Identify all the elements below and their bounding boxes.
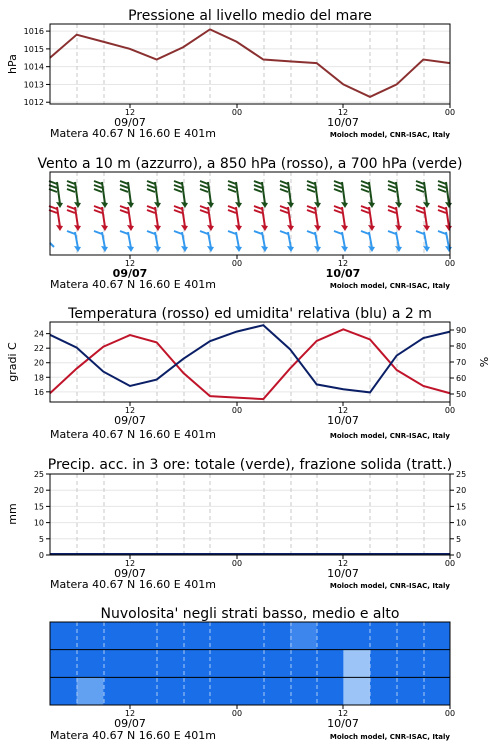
wind-barb-700-hPa: [361, 181, 375, 208]
barb-arrowhead: [287, 225, 294, 231]
wind-barb-850-hPa: [228, 206, 242, 231]
barb-feather: [438, 185, 446, 188]
barb-feather: [361, 181, 369, 184]
barb-feather: [174, 181, 182, 184]
model-label: Moloch model, CNR-ISAC, Italy: [329, 432, 450, 440]
barb-feather: [200, 206, 208, 209]
pressure-panel: [6, 8, 455, 140]
barb-feather: [416, 189, 424, 192]
wind-barb-10-m: [280, 231, 294, 252]
barb-feather: [307, 181, 315, 184]
model-label: Moloch model, CNR-ISAC, Italy: [329, 282, 450, 290]
wind-barb-850-hPa: [388, 206, 402, 231]
wind-barb-10-m: [174, 231, 188, 252]
x-tick-label: 00: [444, 108, 456, 117]
cloud-cell-basso: [77, 677, 104, 705]
barb-feather: [307, 210, 315, 213]
x-tick-label: 00: [444, 559, 456, 568]
y-tick-label: 1014: [23, 62, 44, 72]
barb-feather: [361, 210, 369, 213]
y-tick-label: 22: [33, 344, 44, 354]
x-date-label: 10/07: [327, 414, 359, 427]
barb-feather: [174, 189, 182, 192]
precip-grid: [50, 474, 450, 555]
barb-arrowhead: [154, 246, 161, 252]
wind-barb-850-hPa: [416, 206, 430, 231]
barb-feather: [94, 181, 102, 184]
wind-barb-700-hPa: [147, 181, 161, 208]
wind-barb-700-hPa: [254, 181, 268, 208]
wind-barb-850-hPa: [254, 206, 268, 231]
barb-arrowhead: [127, 246, 134, 252]
barb-feather: [174, 206, 182, 209]
y-tick-label: 24: [33, 329, 44, 339]
barb-feather: [120, 206, 128, 209]
wind-barb-850-hPa: [334, 206, 348, 231]
humidity-y-ticks: [450, 326, 466, 399]
y-tick-label: 18: [33, 373, 44, 383]
precip-title: Precip. acc. in 3 ore: totale (verde), frazione solida (tratt.): [47, 457, 453, 473]
wind-barb-700-hPa: [120, 181, 134, 208]
barb-feather: [361, 231, 369, 234]
barb-feather: [147, 185, 155, 188]
wind-footer: [50, 278, 450, 291]
barb-shaft: [128, 232, 131, 248]
barb-arrowhead: [341, 246, 348, 252]
humidity-ylabel: %: [478, 356, 491, 368]
wind-barb-10-m: [94, 231, 108, 252]
x-tick-label: 00: [231, 709, 243, 718]
barb-shaft: [342, 207, 345, 227]
y-tick-label: 1012: [23, 98, 44, 108]
pressure-title: Pressione al livello medio del mare: [128, 8, 372, 24]
barb-arrowhead: [154, 225, 161, 231]
precip-plot-frame: [50, 474, 450, 555]
barb-arrowhead: [56, 225, 63, 231]
x-date-label: 10/07: [325, 267, 361, 280]
y-tick-label: 1015: [23, 44, 44, 54]
wind-barb-10-m: [228, 231, 242, 252]
wind-barb-10m: [50, 243, 54, 247]
wind-barb-10-m: [307, 231, 321, 252]
pressure-series: [50, 29, 450, 97]
barb-feather: [200, 181, 208, 184]
barb-feather: [67, 206, 75, 209]
barb-feather: [334, 206, 342, 209]
barb-arrowhead: [445, 225, 452, 231]
barb-feather: [147, 210, 155, 213]
x-date-label: 09/07: [112, 267, 148, 280]
barb-shaft: [236, 207, 239, 227]
cloud-background: [50, 622, 450, 705]
location-label: Matera 40.67 N 16.60 E 401m: [50, 578, 216, 591]
barb-shaft: [236, 232, 239, 248]
barb-arrowhead: [261, 225, 268, 231]
x-date-label: 10/07: [327, 116, 359, 129]
barb-feather: [67, 231, 75, 234]
cloud-panel: [50, 606, 455, 742]
precip-y-ticks-right: [450, 470, 466, 560]
barb-arrowhead: [207, 246, 214, 252]
barb-feather: [254, 210, 262, 213]
barb-shaft: [128, 207, 131, 227]
wind-barb-700-hPa: [94, 181, 108, 208]
x-tick-label: 00: [231, 108, 243, 117]
barb-feather: [200, 231, 208, 234]
wind-barb-850-hPa: [200, 206, 214, 231]
x-tick-label: 12: [124, 259, 136, 268]
barb-feather: [147, 231, 155, 234]
barb-arrowhead: [287, 246, 294, 252]
barb-feather: [147, 189, 155, 192]
wind-barb-10-m: [254, 231, 268, 252]
y-tick-label: 20: [33, 486, 44, 496]
cloud-cell-basso: [343, 677, 370, 705]
wind-barb-10-m: [416, 231, 430, 252]
y-tick-label-right: 25: [456, 470, 467, 479]
barb-arrowhead: [368, 246, 375, 252]
barb-shaft: [57, 207, 60, 227]
barb-feather: [200, 210, 208, 213]
barb-feather: [120, 231, 128, 234]
x-tick-label: 12: [337, 108, 349, 117]
wind-barb-10-m: [120, 231, 134, 252]
y-tick-label: 0: [38, 551, 44, 560]
temperature-y-ticks: [34, 330, 50, 397]
y-tick-label-right: 50: [456, 390, 467, 399]
wind-barb-850-hPa: [174, 206, 188, 231]
barb-feather: [254, 206, 262, 209]
y-tick-label: 1013: [23, 80, 44, 90]
pressure-ylabel: hPa: [6, 54, 19, 74]
x-tick-label: 12: [124, 406, 136, 415]
barb-feather: [334, 189, 342, 192]
barb-feather: [67, 185, 75, 188]
barb-arrowhead: [101, 246, 108, 252]
barb-feather: [438, 231, 446, 234]
barb-feather: [254, 189, 262, 192]
barb-shaft: [57, 182, 60, 204]
barb-feather: [94, 206, 102, 209]
barb-feather: [67, 210, 75, 213]
wind-barb-10-m: [67, 231, 81, 252]
barb-feather: [334, 181, 342, 184]
x-tick-label: 12: [337, 559, 349, 568]
barb-feather: [388, 206, 396, 209]
cloud-title: Nuvolosita' negli strati basso, medio e alto: [100, 606, 400, 622]
wind-barb-850-hPa: [280, 206, 294, 231]
cloud-footer: [50, 729, 450, 742]
barb-arrowhead: [314, 246, 321, 252]
wind-barb-10-m: [388, 231, 402, 252]
temperature-panel: [6, 306, 491, 441]
barb-feather: [438, 189, 446, 192]
wind-barb-850-hPa: [307, 206, 321, 231]
barb-arrowhead: [74, 246, 81, 252]
pressure-plot-frame: [50, 24, 450, 104]
model-label: Moloch model, CNR-ISAC, Italy: [329, 733, 450, 741]
y-tick-label-right: 15: [456, 502, 467, 512]
cloud-cell-medio: [343, 650, 370, 678]
barb-feather: [416, 210, 424, 213]
wind-barb-700-hPa: [200, 181, 214, 208]
wind-barb-700-hPa: [416, 181, 430, 208]
barb-shaft: [446, 232, 449, 248]
barb-feather: [228, 181, 236, 184]
x-tick-label: 12: [337, 259, 349, 268]
barb-feather: [388, 210, 396, 213]
x-tick-label: 12: [337, 406, 349, 415]
barb-arrowhead: [74, 225, 81, 231]
barb-feather: [416, 185, 424, 188]
x-date-label: 09/07: [114, 116, 146, 129]
temperature-footer: [50, 428, 450, 441]
barb-feather: [416, 231, 424, 234]
barb-feather: [120, 181, 128, 184]
y-tick-label: 16: [33, 387, 44, 397]
barb-feather: [361, 206, 369, 209]
barb-feather: [120, 185, 128, 188]
barb-feather: [388, 181, 396, 184]
temperature-humidity-series: [50, 325, 450, 399]
barb-feather: [416, 206, 424, 209]
x-date-label: 10/07: [327, 717, 359, 730]
wind-barb-700-hPa: [67, 181, 81, 208]
wind-barb-700-hPa: [174, 181, 188, 208]
x-tick-label: 12: [337, 709, 349, 718]
barb-arrowhead: [341, 225, 348, 231]
barb-feather: [147, 181, 155, 184]
pressure-line: [50, 29, 450, 97]
x-date-label: 09/07: [114, 567, 146, 580]
barb-feather: [254, 181, 262, 184]
x-date-label: 10/07: [327, 567, 359, 580]
y-tick-label-right: 5: [456, 534, 462, 544]
barb-feather: [94, 185, 102, 188]
model-label: Moloch model, CNR-ISAC, Italy: [329, 582, 450, 590]
cloud-x-axis: [114, 705, 455, 730]
barb-feather: [94, 189, 102, 192]
barb-feather: [200, 185, 208, 188]
location-label: Matera 40.67 N 16.60 E 401m: [50, 278, 216, 291]
barb-feather: [254, 231, 262, 234]
cloud-cells: [50, 622, 450, 705]
x-date-label: 09/07: [114, 717, 146, 730]
barb-feather: [416, 181, 424, 184]
wind-barb-10-m: [200, 231, 214, 252]
barb-feather: [280, 231, 288, 234]
barb-feather: [120, 210, 128, 213]
x-date-label: 09/07: [114, 414, 146, 427]
barb-arrowhead: [395, 225, 402, 231]
barb-feather: [67, 181, 75, 184]
barb-feather: [334, 210, 342, 213]
x-tick-label: 00: [444, 406, 456, 415]
location-label: Matera 40.67 N 16.60 E 401m: [50, 729, 216, 742]
barb-arrowhead: [235, 225, 242, 231]
barb-arrowhead: [314, 225, 321, 231]
barb-feather: [280, 206, 288, 209]
wind-barb-850-hPa: [67, 206, 81, 231]
barb-arrowhead: [395, 246, 402, 252]
barb-feather: [438, 206, 446, 209]
y-tick-label-right: 90: [456, 326, 467, 335]
barb-feather: [94, 231, 102, 234]
precip-y-ticks: [34, 470, 50, 560]
wind-plot-frame: [50, 172, 450, 255]
humidity-line: [50, 325, 450, 392]
wind-barb-850-hPa: [147, 206, 161, 231]
barb-feather: [174, 231, 182, 234]
x-tick-label: 12: [124, 709, 136, 718]
y-tick-label: 5: [38, 534, 44, 544]
cloud-cell-alto: [290, 622, 317, 650]
wind-title: Vento a 10 m (azzurro), a 850 hPa (rosso), a 700 hPa (verde): [37, 156, 463, 172]
barb-feather: [147, 206, 155, 209]
barb-feather: [334, 231, 342, 234]
pressure-grid: [50, 24, 450, 104]
pressure-x-axis: [114, 104, 455, 129]
y-tick-label-right: 70: [456, 358, 467, 367]
y-tick-label-right: 20: [456, 486, 467, 496]
wind-barb-850-hPa: [361, 206, 375, 231]
barb-feather: [307, 206, 315, 209]
barb-feather: [280, 210, 288, 213]
wind-panel: [37, 156, 462, 291]
wind-barb-10-m: [361, 231, 375, 252]
barb-shaft: [288, 232, 291, 248]
barb-arrowhead: [261, 246, 268, 252]
barb-feather: [228, 206, 236, 209]
model-label: Moloch model, CNR-ISAC, Italy: [329, 131, 450, 139]
x-tick-label: 00: [444, 259, 456, 268]
y-tick-label: 10: [33, 518, 44, 528]
wind-barb-10-m: [147, 231, 161, 252]
pressure-y-ticks: [24, 27, 50, 107]
x-tick-label: 00: [231, 559, 243, 568]
barb-shaft: [128, 182, 131, 204]
barb-feather: [228, 210, 236, 213]
barb-feather: [174, 210, 182, 213]
y-tick-label-right: 10: [456, 518, 467, 528]
wind-barb-700-hPa: [307, 181, 321, 208]
barb-feather: [438, 181, 446, 184]
barb-arrowhead: [445, 246, 452, 252]
wind-barb-700-hPa: [280, 181, 294, 208]
barb-arrowhead: [207, 225, 214, 231]
precip-ylabel: mm: [6, 503, 19, 525]
y-tick-label-right: 60: [456, 374, 467, 383]
barb-feather: [388, 231, 396, 234]
barb-arrowhead: [181, 246, 188, 252]
location-label: Matera 40.67 N 16.60 E 401m: [50, 127, 216, 140]
barb-feather: [334, 185, 342, 188]
barb-feather: [228, 231, 236, 234]
y-tick-label-right: 0: [456, 551, 462, 560]
wind-barb-10-m: [334, 231, 348, 252]
barb-shaft: [236, 182, 239, 204]
barb-arrowhead: [127, 225, 134, 231]
barb-feather: [280, 189, 288, 192]
x-tick-label: 00: [231, 259, 243, 268]
y-tick-label: 25: [33, 470, 44, 479]
precip-panel: [6, 457, 466, 591]
barb-feather: [120, 189, 128, 192]
wind-barb-700-hPa: [228, 181, 242, 208]
wind-barb-850-hPa: [49, 206, 63, 231]
barb-arrowhead: [181, 225, 188, 231]
barb-feather: [361, 189, 369, 192]
x-tick-label: 12: [124, 559, 136, 568]
location-label: Matera 40.67 N 16.60 E 401m: [50, 428, 216, 441]
wind-x-axis: [113, 255, 455, 280]
barb-feather: [228, 189, 236, 192]
barb-feather: [67, 189, 75, 192]
barb-feather: [280, 185, 288, 188]
barb-arrowhead: [368, 225, 375, 231]
barb-feather: [174, 185, 182, 188]
temperature-ylabel: gradi C: [6, 342, 19, 382]
barb-arrowhead: [235, 246, 242, 252]
wind-barb-700-hPa: [388, 181, 402, 208]
barb-feather: [280, 181, 288, 184]
x-tick-label: 00: [231, 406, 243, 415]
barb-feather: [94, 210, 102, 213]
wind-barb-850-hPa: [94, 206, 108, 231]
barb-feather: [307, 189, 315, 192]
y-tick-label-right: 80: [456, 342, 467, 351]
wind-barb-700-hPa: [334, 181, 348, 208]
barb-shaft: [446, 182, 449, 204]
barb-arrowhead: [101, 225, 108, 231]
temperature-x-axis: [114, 402, 455, 427]
barb-shaft: [446, 207, 449, 227]
barb-feather: [307, 185, 315, 188]
barb-feather: [228, 185, 236, 188]
y-tick-label: 20: [33, 358, 44, 368]
y-tick-label: 15: [33, 502, 44, 512]
barb-feather: [438, 210, 446, 213]
precip-x-axis: [114, 555, 455, 580]
barb-shaft: [342, 232, 345, 248]
barb-shaft: [342, 182, 345, 204]
barb-feather: [388, 189, 396, 192]
barb-feather: [200, 189, 208, 192]
precip-footer: [50, 578, 450, 591]
wind-barb-700-hPa: [49, 181, 63, 208]
temperature-title: Temperatura (rosso) ed umidita' relativa (blu) a 2 m: [68, 306, 432, 322]
barb-feather: [307, 231, 315, 234]
pressure-footer: [50, 127, 450, 140]
wind-barbs: [49, 181, 452, 252]
x-tick-label: 12: [124, 108, 136, 117]
barb-feather: [388, 185, 396, 188]
wind-barb-850-hPa: [120, 206, 134, 231]
y-tick-label: 1016: [23, 27, 44, 37]
barb-feather: [254, 185, 262, 188]
x-tick-label: 00: [444, 709, 456, 718]
barb-feather: [361, 185, 369, 188]
